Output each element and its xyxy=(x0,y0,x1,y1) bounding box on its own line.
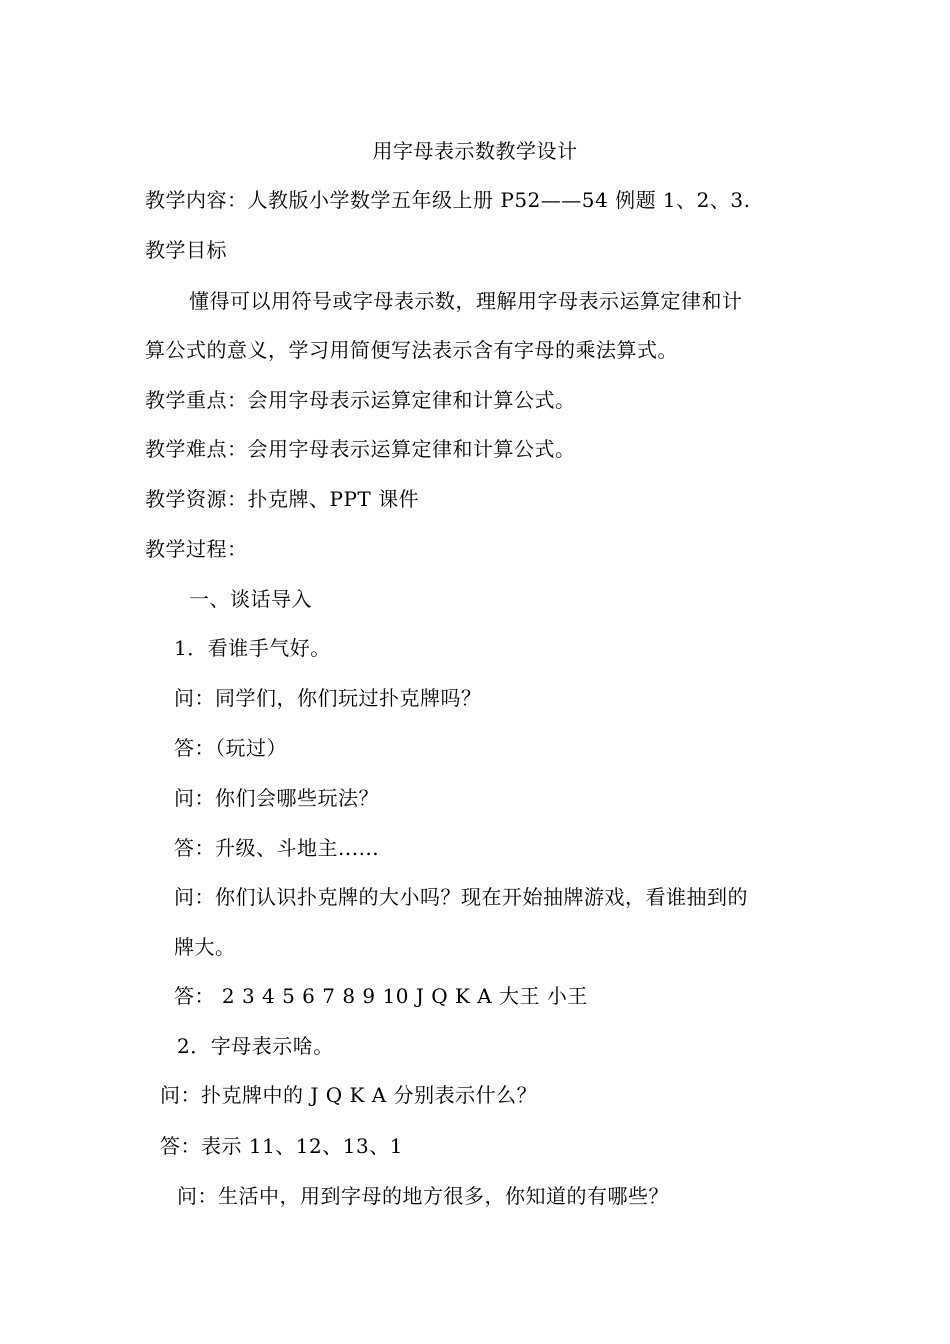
teaching-objective-heading: 教学目标 xyxy=(145,238,227,262)
question-1: 问：同学们，你们玩过扑克牌吗？ xyxy=(174,686,482,710)
question-3-line-2: 牌大。 xyxy=(174,935,236,959)
teaching-content-line: 教学内容：人教版小学数学五年级上册 P52——54 例题 1、2、3. xyxy=(145,188,751,212)
objective-paragraph-line-2: 算公式的意义，学习用简便写法表示含有字母的乘法算式。 xyxy=(145,338,678,362)
answer-3: 答： 2 3 4 5 6 7 8 9 10 J Q K A 大王 小王 xyxy=(174,984,588,1008)
question-5: 问：生活中，用到字母的地方很多，你知道的有哪些？ xyxy=(177,1184,669,1208)
section-1-heading: 一、谈话导入 xyxy=(189,587,312,611)
key-point-line: 教学重点：会用字母表示运算定律和计算公式。 xyxy=(145,388,576,412)
question-4: 问：扑克牌中的 J Q K A 分别表示什么？ xyxy=(160,1083,538,1107)
difficulty-line: 教学难点：会用字母表示运算定律和计算公式。 xyxy=(145,437,576,461)
question-3-line-1: 问：你们认识扑克牌的大小吗？现在开始抽牌游戏，看谁抽到的 xyxy=(174,885,748,909)
answer-4: 答：表示 11、12、13、1 xyxy=(160,1134,403,1158)
process-heading: 教学过程： xyxy=(145,537,248,561)
document-title: 用字母表示数教学设计 xyxy=(372,139,578,163)
answer-1: 答：（玩过） xyxy=(174,736,287,760)
answer-2: 答：升级、斗地主...... xyxy=(174,836,380,860)
item-1-heading: 1．看谁手气好。 xyxy=(174,636,331,660)
objective-paragraph-line-1: 懂得可以用符号或字母表示数，理解用字母表示运算定律和计 xyxy=(189,289,743,313)
resources-line: 教学资源：扑克牌、PPT 课件 xyxy=(145,487,420,511)
item-2-heading: 2．字母表示啥。 xyxy=(177,1034,334,1058)
question-2: 问：你们会哪些玩法？ xyxy=(174,786,379,810)
